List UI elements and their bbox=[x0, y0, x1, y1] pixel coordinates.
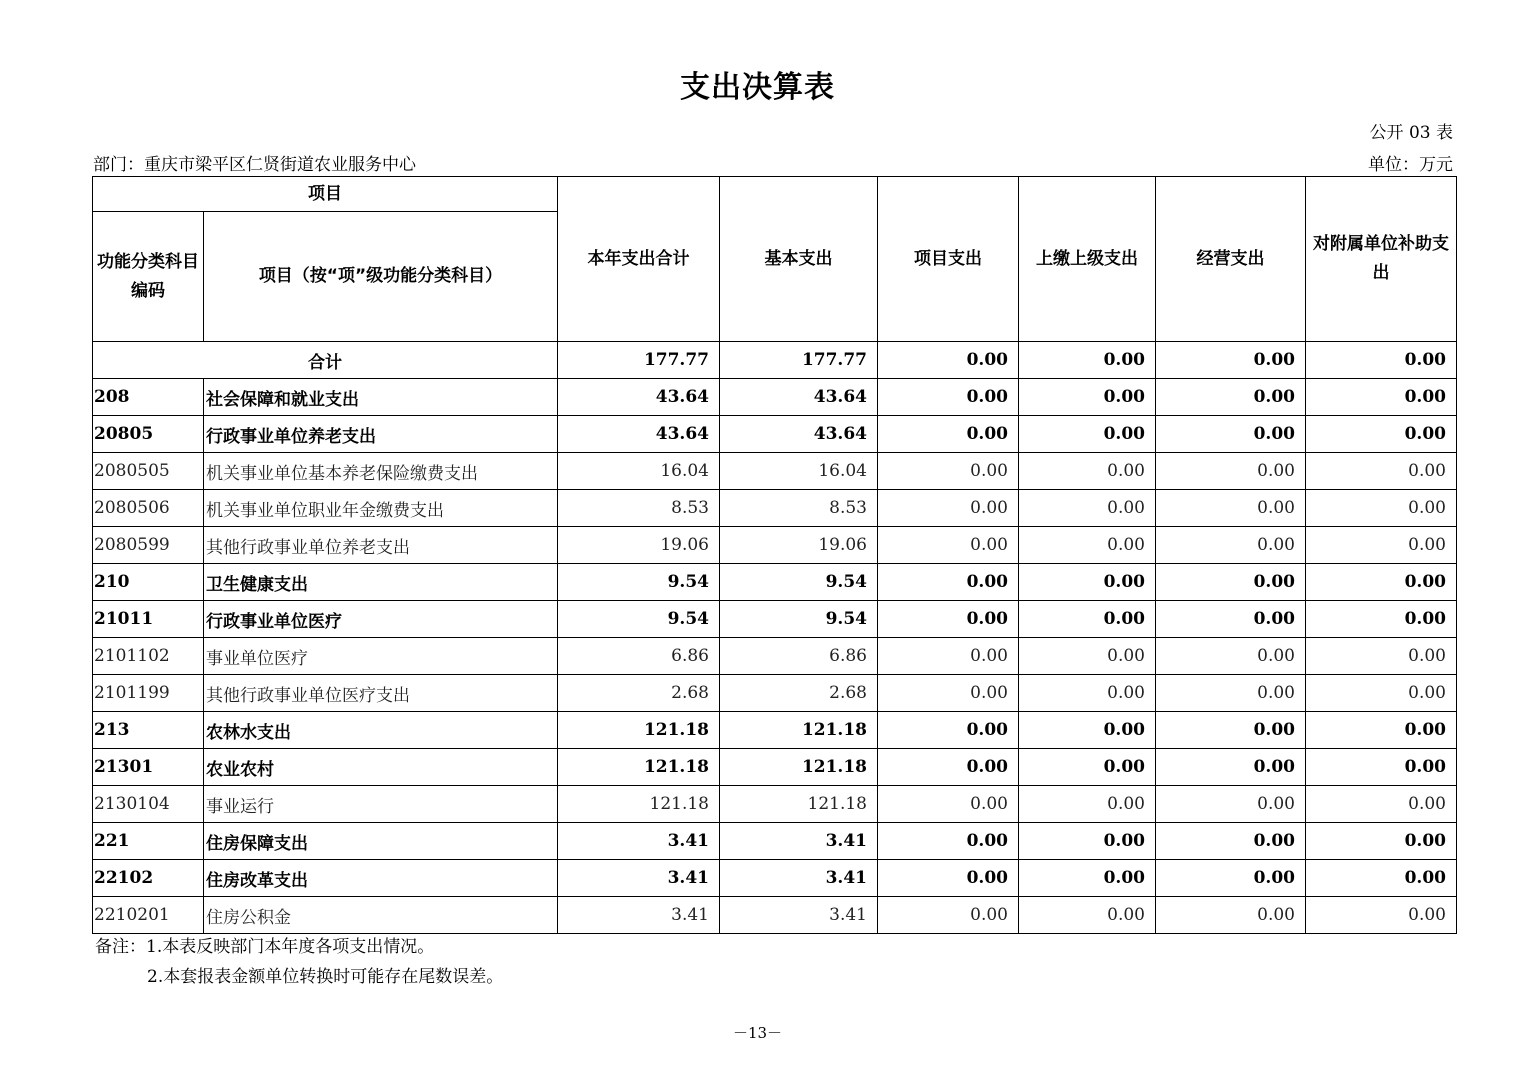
row-value: 0.00 bbox=[1019, 712, 1156, 749]
row-value: 0.00 bbox=[1306, 453, 1457, 490]
row-name: 住房改革支出 bbox=[204, 860, 558, 897]
row-value: 0.00 bbox=[1306, 749, 1457, 786]
total-row bbox=[93, 342, 1457, 379]
row-value: 0.00 bbox=[1019, 379, 1156, 416]
table-row bbox=[93, 860, 1457, 897]
row-value: 0.00 bbox=[1306, 527, 1457, 564]
row-code: 2080599 bbox=[93, 527, 204, 564]
row-value: 9.54 bbox=[558, 564, 720, 601]
row-value: 0.00 bbox=[1306, 564, 1457, 601]
row-value: 0.00 bbox=[1156, 712, 1306, 749]
table-row bbox=[93, 749, 1457, 786]
row-value: 9.54 bbox=[558, 601, 720, 638]
row-value: 0.00 bbox=[1306, 601, 1457, 638]
row-value: 16.04 bbox=[720, 453, 878, 490]
row-value: 0.00 bbox=[1156, 638, 1306, 675]
row-value: 0.00 bbox=[1156, 860, 1306, 897]
row-value: 16.04 bbox=[558, 453, 720, 490]
header-upper: 上缴上级支出 bbox=[1019, 177, 1156, 342]
row-name: 农林水支出 bbox=[204, 712, 558, 749]
notes bbox=[95, 932, 503, 992]
page-title: 支出决算表 bbox=[680, 70, 835, 105]
row-value: 0.00 bbox=[878, 490, 1019, 527]
row-value: 0.00 bbox=[878, 860, 1019, 897]
row-name: 卫生健康支出 bbox=[204, 564, 558, 601]
row-value: 0.00 bbox=[1306, 675, 1457, 712]
row-value: 0.00 bbox=[1019, 675, 1156, 712]
row-code: 2210201 bbox=[93, 897, 204, 934]
table-row bbox=[93, 712, 1457, 749]
row-value: 0.00 bbox=[1019, 860, 1156, 897]
row-name: 其他行政事业单位医疗支出 bbox=[204, 675, 558, 712]
row-value: 8.53 bbox=[558, 490, 720, 527]
row-value: 0.00 bbox=[1019, 527, 1156, 564]
row-value: 0.00 bbox=[1306, 638, 1457, 675]
row-value: 0.00 bbox=[878, 601, 1019, 638]
unit-label: 单位：万元 bbox=[1368, 155, 1453, 175]
row-code: 208 bbox=[93, 379, 204, 416]
total-value: 0.00 bbox=[1306, 342, 1457, 379]
department-label: 部门：重庆市梁平区仁贤街道农业服务中心 bbox=[93, 155, 416, 175]
row-value: 3.41 bbox=[558, 823, 720, 860]
row-value: 0.00 bbox=[1306, 490, 1457, 527]
row-value: 6.86 bbox=[558, 638, 720, 675]
row-value: 0.00 bbox=[1306, 897, 1457, 934]
row-code: 2101199 bbox=[93, 675, 204, 712]
row-value: 121.18 bbox=[720, 712, 878, 749]
total-value: 0.00 bbox=[1156, 342, 1306, 379]
row-name: 事业单位医疗 bbox=[204, 638, 558, 675]
row-code: 2080506 bbox=[93, 490, 204, 527]
row-value: 3.41 bbox=[720, 897, 878, 934]
row-name: 机关事业单位职业年金缴费支出 bbox=[204, 490, 558, 527]
row-value: 2.68 bbox=[558, 675, 720, 712]
row-value: 0.00 bbox=[1156, 527, 1306, 564]
row-value: 0.00 bbox=[1019, 823, 1156, 860]
header-project: 项目 bbox=[93, 177, 558, 212]
row-value: 2.68 bbox=[720, 675, 878, 712]
table-row bbox=[93, 379, 1457, 416]
table-row bbox=[93, 823, 1457, 860]
row-value: 0.00 bbox=[1019, 749, 1156, 786]
row-value: 0.00 bbox=[878, 749, 1019, 786]
row-value: 0.00 bbox=[878, 675, 1019, 712]
row-value: 0.00 bbox=[1019, 897, 1156, 934]
row-name: 农业农村 bbox=[204, 749, 558, 786]
row-value: 0.00 bbox=[1306, 379, 1457, 416]
row-value: 0.00 bbox=[878, 712, 1019, 749]
row-code: 221 bbox=[93, 823, 204, 860]
row-value: 0.00 bbox=[1156, 416, 1306, 453]
table-row bbox=[93, 416, 1457, 453]
total-value: 177.77 bbox=[720, 342, 878, 379]
row-value: 0.00 bbox=[1156, 675, 1306, 712]
row-value: 9.54 bbox=[720, 601, 878, 638]
row-value: 19.06 bbox=[558, 527, 720, 564]
table-row bbox=[93, 786, 1457, 823]
row-code: 21011 bbox=[93, 601, 204, 638]
row-value: 0.00 bbox=[1306, 823, 1457, 860]
row-name: 社会保障和就业支出 bbox=[204, 379, 558, 416]
row-value: 3.41 bbox=[558, 860, 720, 897]
row-value: 0.00 bbox=[878, 897, 1019, 934]
row-code: 210 bbox=[93, 564, 204, 601]
row-name: 住房保障支出 bbox=[204, 823, 558, 860]
row-code: 213 bbox=[93, 712, 204, 749]
row-value: 0.00 bbox=[1019, 564, 1156, 601]
row-name: 住房公积金 bbox=[204, 897, 558, 934]
row-value: 0.00 bbox=[1019, 601, 1156, 638]
row-value: 0.00 bbox=[1019, 416, 1156, 453]
table-row bbox=[93, 490, 1457, 527]
row-value: 0.00 bbox=[1156, 490, 1306, 527]
row-value: 121.18 bbox=[558, 786, 720, 823]
total-value: 0.00 bbox=[878, 342, 1019, 379]
row-value: 0.00 bbox=[878, 416, 1019, 453]
header-subsidy: 对附属单位补助支出 bbox=[1306, 177, 1457, 342]
row-value: 43.64 bbox=[558, 416, 720, 453]
row-code: 21301 bbox=[93, 749, 204, 786]
header-total: 本年支出合计 bbox=[558, 177, 720, 342]
table-row bbox=[93, 453, 1457, 490]
row-value: 3.41 bbox=[720, 823, 878, 860]
row-value: 0.00 bbox=[1156, 897, 1306, 934]
row-name: 机关事业单位基本养老保险缴费支出 bbox=[204, 453, 558, 490]
form-number: 公开 03 表 bbox=[1369, 123, 1453, 143]
row-value: 0.00 bbox=[878, 379, 1019, 416]
row-value: 0.00 bbox=[1019, 453, 1156, 490]
row-value: 0.00 bbox=[878, 638, 1019, 675]
table-row bbox=[93, 638, 1457, 675]
row-name: 事业运行 bbox=[204, 786, 558, 823]
table-row bbox=[93, 601, 1457, 638]
row-value: 8.53 bbox=[720, 490, 878, 527]
row-code: 20805 bbox=[93, 416, 204, 453]
header-code: 功能分类科目编码 bbox=[93, 212, 204, 342]
row-code: 2130104 bbox=[93, 786, 204, 823]
row-value: 0.00 bbox=[1019, 638, 1156, 675]
row-value: 43.64 bbox=[720, 379, 878, 416]
total-value: 0.00 bbox=[1019, 342, 1156, 379]
page-number: －13－ bbox=[732, 1024, 783, 1042]
note-line-1: 备注：1.本表反映部门本年度各项支出情况。 bbox=[95, 937, 435, 957]
row-value: 3.41 bbox=[558, 897, 720, 934]
row-value: 0.00 bbox=[1156, 601, 1306, 638]
row-value: 0.00 bbox=[1019, 490, 1156, 527]
row-value: 0.00 bbox=[878, 823, 1019, 860]
header-name: 项目（按“项”级功能分类科目） bbox=[204, 212, 558, 342]
header-basic: 基本支出 bbox=[720, 177, 878, 342]
total-label: 合计 bbox=[93, 342, 558, 379]
table-row bbox=[93, 897, 1457, 934]
row-value: 9.54 bbox=[720, 564, 878, 601]
row-code: 2101102 bbox=[93, 638, 204, 675]
row-name: 行政事业单位养老支出 bbox=[204, 416, 558, 453]
row-value: 0.00 bbox=[1019, 786, 1156, 823]
expenditure-table bbox=[92, 176, 1457, 934]
total-value: 177.77 bbox=[558, 342, 720, 379]
row-value: 0.00 bbox=[1306, 860, 1457, 897]
row-value: 6.86 bbox=[720, 638, 878, 675]
table-row bbox=[93, 675, 1457, 712]
row-value: 3.41 bbox=[720, 860, 878, 897]
note-line-2: 2.本套报表金额单位转换时可能存在尾数误差。 bbox=[147, 967, 504, 987]
row-value: 0.00 bbox=[878, 564, 1019, 601]
row-value: 0.00 bbox=[878, 527, 1019, 564]
row-value: 43.64 bbox=[558, 379, 720, 416]
row-value: 0.00 bbox=[1156, 453, 1306, 490]
table-row bbox=[93, 564, 1457, 601]
table-row bbox=[93, 527, 1457, 564]
row-value: 0.00 bbox=[1156, 749, 1306, 786]
row-value: 121.18 bbox=[558, 749, 720, 786]
row-value: 0.00 bbox=[1156, 823, 1306, 860]
row-name: 其他行政事业单位养老支出 bbox=[204, 527, 558, 564]
row-value: 19.06 bbox=[720, 527, 878, 564]
header-project-expense: 项目支出 bbox=[878, 177, 1019, 342]
row-value: 43.64 bbox=[720, 416, 878, 453]
row-value: 0.00 bbox=[1306, 786, 1457, 823]
row-name: 行政事业单位医疗 bbox=[204, 601, 558, 638]
row-value: 0.00 bbox=[878, 786, 1019, 823]
row-value: 0.00 bbox=[878, 453, 1019, 490]
row-value: 0.00 bbox=[1156, 379, 1306, 416]
row-value: 0.00 bbox=[1306, 416, 1457, 453]
row-code: 22102 bbox=[93, 860, 204, 897]
row-value: 121.18 bbox=[720, 749, 878, 786]
row-value: 121.18 bbox=[720, 786, 878, 823]
row-value: 0.00 bbox=[1156, 564, 1306, 601]
row-value: 121.18 bbox=[558, 712, 720, 749]
row-code: 2080505 bbox=[93, 453, 204, 490]
header-business: 经营支出 bbox=[1156, 177, 1306, 342]
row-value: 0.00 bbox=[1306, 712, 1457, 749]
row-value: 0.00 bbox=[1156, 786, 1306, 823]
